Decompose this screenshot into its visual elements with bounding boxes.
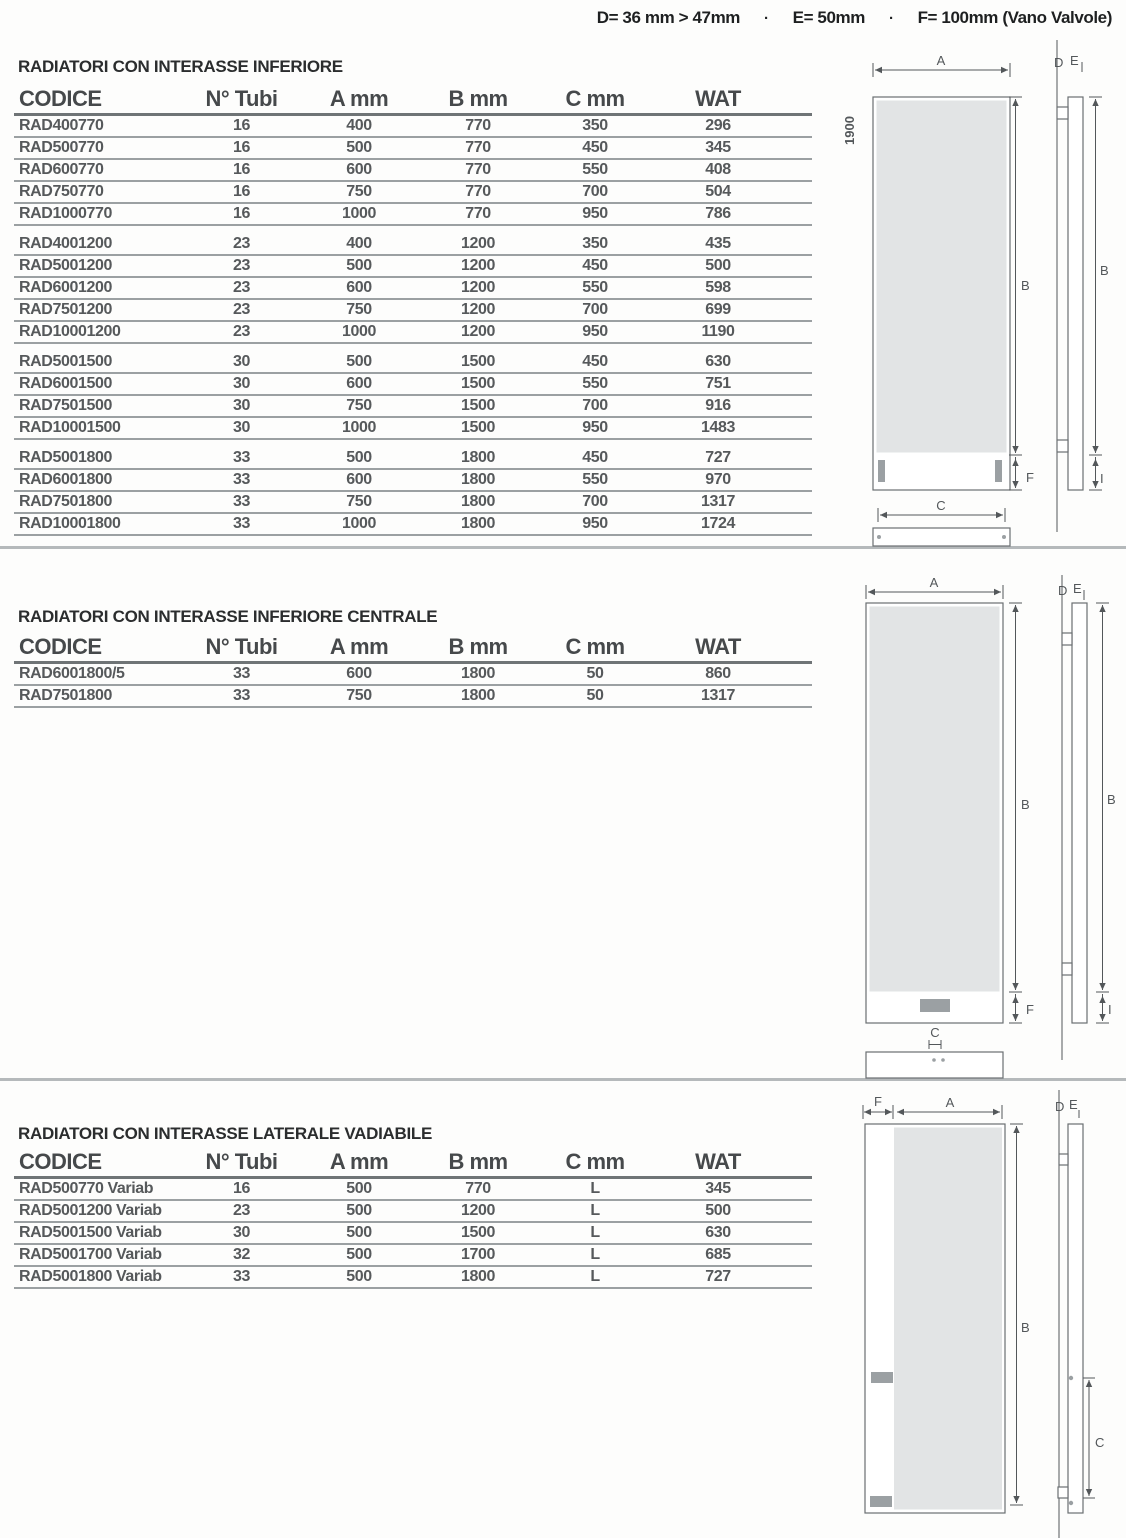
value-cell: 1800 (461, 687, 495, 704)
value-cell: 950 (582, 515, 608, 532)
code-cell: RAD5001800 (19, 449, 112, 466)
table-row (14, 470, 812, 492)
value-cell: 33 (233, 449, 250, 466)
value-cell: L (590, 1224, 600, 1241)
table-row (14, 686, 812, 708)
dim-label-d: D (1058, 583, 1068, 598)
table-row (14, 514, 812, 536)
code-cell: RAD10001800 (19, 515, 121, 532)
column-header: A mm (329, 1149, 389, 1174)
column-header: CODICE (19, 86, 102, 111)
table-row (14, 160, 812, 182)
value-cell: 1200 (461, 323, 495, 340)
value-cell: 1190 (701, 323, 735, 340)
table-row (14, 396, 812, 418)
table-row (14, 116, 812, 138)
column-header: B mm (448, 634, 508, 659)
value-cell: 1200 (461, 257, 495, 274)
wall-bracket-bottom (1062, 963, 1072, 975)
table-header-row (14, 1148, 812, 1179)
value-cell: 400 (346, 117, 372, 134)
value-cell: 33 (233, 687, 250, 704)
section-title-inferiore-centrale: RADIATORI CON INTERASSE INFERIORE CENTRALE (18, 607, 438, 626)
value-cell: 1800 (461, 665, 495, 682)
diagram-interasse-inferiore-centrale (850, 570, 1126, 1080)
value-cell: 550 (582, 161, 608, 178)
value-cell: 50 (586, 687, 604, 704)
value-cell: 16 (233, 161, 250, 178)
table-row (14, 322, 812, 344)
dimensions-note (597, 8, 1112, 28)
table-row (14, 182, 812, 204)
table-row (14, 278, 812, 300)
value-cell: 1483 (701, 419, 735, 436)
note-d: D= 36 mm > 47mm (596, 8, 741, 27)
table-row (14, 1245, 812, 1267)
value-cell: 450 (582, 257, 608, 274)
value-cell: L (590, 1180, 600, 1197)
value-cell: 1500 (461, 353, 495, 370)
code-cell: RAD500770 (19, 139, 104, 156)
column-header: B mm (448, 86, 508, 111)
value-cell: 450 (582, 353, 608, 370)
value-cell: 598 (705, 279, 731, 296)
value-cell: 500 (346, 1180, 372, 1197)
value-cell: 727 (705, 1268, 731, 1285)
value-cell: 770 (465, 161, 491, 178)
code-cell: RAD6001200 (19, 279, 112, 296)
value-cell: 350 (582, 117, 608, 134)
value-cell: 950 (582, 205, 608, 222)
dim-label-i: I (1108, 1002, 1112, 1017)
value-cell: 1000 (342, 515, 376, 532)
dim-label-c: C (936, 498, 946, 513)
connection-central (920, 999, 950, 1012)
value-cell: 1800 (461, 493, 495, 510)
bottom-connection-dot (941, 1058, 945, 1062)
value-cell: 345 (705, 139, 731, 156)
dim-label-b: B (1100, 263, 1109, 278)
column-header: N° Tubi (205, 86, 278, 111)
value-cell: 600 (346, 279, 372, 296)
bottom-connection-dot (877, 535, 881, 539)
dim-label-a: A (945, 1095, 955, 1110)
column-header: WAT (695, 634, 741, 659)
value-cell: 916 (705, 397, 731, 414)
value-cell: 500 (346, 139, 372, 156)
value-cell: 500 (346, 449, 372, 466)
radiator-panel (870, 607, 1000, 992)
table-row (14, 300, 812, 322)
code-cell: RAD10001500 (19, 419, 121, 436)
value-cell: 30 (233, 397, 250, 414)
connection-lower (870, 1496, 892, 1507)
value-cell: 500 (346, 1268, 372, 1285)
value-cell: 33 (233, 471, 250, 488)
value-cell: 1500 (461, 375, 495, 392)
value-cell: 700 (582, 493, 608, 510)
table-row (14, 1267, 812, 1289)
table-row (14, 1201, 812, 1223)
connection-left (878, 460, 885, 482)
column-header: CODICE (19, 634, 102, 659)
note-bullet: · (888, 9, 894, 27)
value-cell: 23 (233, 235, 250, 252)
code-cell: RAD500770 Variab (19, 1180, 154, 1197)
value-cell: 23 (233, 1202, 250, 1219)
radiator-bottom-view (873, 528, 1010, 546)
code-cell: RAD5001500 (19, 353, 112, 370)
value-cell: 550 (582, 279, 608, 296)
value-cell: 450 (582, 139, 608, 156)
value-cell: 16 (233, 139, 250, 156)
note-f: F= 100mm (Vano Valvole) (917, 8, 1112, 27)
dim-label-e: E (1069, 1097, 1078, 1112)
code-cell: RAD1000770 (19, 205, 112, 222)
value-cell: 1724 (701, 515, 735, 532)
value-cell: 1200 (461, 235, 495, 252)
value-cell: 1000 (342, 205, 376, 222)
spec-table-inferiore (14, 85, 812, 536)
value-cell: 50 (586, 665, 604, 682)
diagram-interasse-laterale-variabile (850, 1090, 1126, 1538)
value-cell: 1800 (461, 515, 495, 532)
code-cell: RAD750770 (19, 183, 104, 200)
value-cell: 1500 (461, 397, 495, 414)
dim-label-i: I (1100, 471, 1104, 486)
dim-label-c: C (1095, 1435, 1105, 1450)
value-cell: 600 (346, 161, 372, 178)
radiator-bottom-view (866, 1052, 1003, 1078)
dim-label-e: E (1073, 581, 1082, 596)
value-cell: 970 (705, 471, 731, 488)
dim-label-a: A (929, 575, 939, 590)
code-cell: RAD400770 (19, 117, 104, 134)
value-cell: 950 (582, 419, 608, 436)
connection-right (995, 460, 1002, 482)
value-cell: 550 (582, 375, 608, 392)
value-cell: 33 (233, 493, 250, 510)
value-cell: 1700 (461, 1246, 495, 1263)
value-cell: 16 (233, 1180, 250, 1197)
value-cell: 33 (233, 665, 250, 682)
side-connection-dot-upper (1069, 1376, 1073, 1380)
value-cell: 786 (705, 205, 731, 222)
value-cell: 296 (705, 117, 731, 134)
code-cell: RAD6001500 (19, 375, 112, 392)
dim-label-a: A (936, 53, 946, 68)
value-cell: 750 (346, 687, 372, 704)
value-cell: 600 (346, 665, 372, 682)
value-cell: 32 (233, 1246, 250, 1263)
column-header: N° Tubi (205, 634, 278, 659)
dim-label-b: B (1021, 797, 1030, 812)
value-cell: 860 (705, 665, 731, 682)
value-cell: 1000 (342, 419, 376, 436)
code-cell: RAD6001800/5 (19, 665, 125, 682)
value-cell: L (590, 1202, 600, 1219)
table-row (14, 256, 812, 278)
value-cell: 550 (582, 471, 608, 488)
table-header-row (14, 85, 812, 116)
column-header: N° Tubi (205, 1149, 278, 1174)
value-cell: 500 (346, 1202, 372, 1219)
value-cell: 750 (346, 493, 372, 510)
code-cell: RAD7501200 (19, 301, 112, 318)
value-cell: 770 (465, 205, 491, 222)
value-cell: 23 (233, 323, 250, 340)
dim-label-b: B (1021, 278, 1030, 293)
value-cell: 16 (233, 117, 250, 134)
dim-label-b: B (1021, 1320, 1030, 1335)
value-cell: 500 (346, 257, 372, 274)
value-cell: 950 (582, 323, 608, 340)
table-row (14, 374, 812, 396)
value-cell: 770 (465, 117, 491, 134)
connection-upper (871, 1372, 893, 1383)
code-cell: RAD10001200 (19, 323, 121, 340)
value-cell: 1800 (461, 449, 495, 466)
value-cell: 750 (346, 397, 372, 414)
section-title-inferiore: RADIATORI CON INTERASSE INFERIORE (18, 57, 343, 76)
spec-table-laterale-variabile (14, 1148, 812, 1289)
radiator-side-view (1068, 1124, 1083, 1513)
table-row (14, 234, 812, 256)
value-cell: 435 (705, 235, 731, 252)
table-row (14, 664, 812, 686)
value-cell: 30 (233, 419, 250, 436)
value-cell: 600 (346, 375, 372, 392)
value-cell: 700 (582, 397, 608, 414)
radiator-panel (877, 101, 1007, 453)
value-cell: 1800 (461, 1268, 495, 1285)
section-title-laterale-variabile: RADIATORI CON INTERASSE LATERALE VADIABILE (18, 1124, 432, 1143)
code-cell: RAD5001500 Variab (19, 1224, 162, 1241)
note-e: E= 50mm (792, 8, 865, 27)
table-row (14, 1223, 812, 1245)
value-cell: 450 (582, 449, 608, 466)
table-row (14, 418, 812, 440)
value-cell: 1200 (461, 279, 495, 296)
code-cell: RAD6001800 (19, 471, 112, 488)
value-cell: 699 (705, 301, 731, 318)
code-cell: RAD5001700 Variab (19, 1246, 162, 1263)
table-row (14, 1179, 812, 1201)
value-cell: 630 (705, 1224, 731, 1241)
column-header: C mm (565, 634, 625, 659)
value-cell: 700 (582, 301, 608, 318)
value-cell: 30 (233, 353, 250, 370)
wall-bracket-top (1059, 1154, 1068, 1165)
table-row (14, 492, 812, 514)
column-header: C mm (565, 1149, 625, 1174)
value-cell: 1500 (461, 419, 495, 436)
value-cell: 16 (233, 205, 250, 222)
value-cell: 345 (705, 1180, 731, 1197)
value-cell: 685 (705, 1246, 731, 1263)
column-header: C mm (565, 86, 625, 111)
value-cell: 1500 (461, 1224, 495, 1241)
table-row (14, 204, 812, 226)
value-cell: 1800 (461, 471, 495, 488)
value-cell: 33 (233, 515, 250, 532)
code-cell: RAD7501800 (19, 687, 112, 704)
radiator-side-view (1068, 97, 1083, 490)
value-cell: 1200 (461, 1202, 495, 1219)
value-cell: 23 (233, 257, 250, 274)
value-cell: 727 (705, 449, 731, 466)
dim-label-f: F (1026, 470, 1034, 485)
table-row (14, 138, 812, 160)
value-cell: 1000 (342, 323, 376, 340)
value-cell: 500 (346, 1246, 372, 1263)
value-cell: 770 (465, 1180, 491, 1197)
value-cell: 400 (346, 235, 372, 252)
code-cell: RAD5001800 Variab (19, 1268, 162, 1285)
table-row (14, 448, 812, 470)
column-header: A mm (329, 86, 389, 111)
value-cell: 770 (465, 183, 491, 200)
value-cell: 751 (705, 375, 731, 392)
wall-bracket-top (1057, 107, 1068, 119)
column-header: WAT (695, 1149, 741, 1174)
value-cell: 30 (233, 1224, 250, 1241)
value-cell: 23 (233, 279, 250, 296)
value-cell: 600 (346, 471, 372, 488)
value-cell: 500 (705, 257, 731, 274)
spec-table-inferiore-centrale (14, 633, 812, 708)
note-bullet: · (764, 9, 769, 27)
dim-label-b: B (1107, 792, 1116, 807)
value-cell: 504 (705, 183, 731, 200)
value-cell: L (590, 1268, 600, 1285)
total-height-label: 1900 (842, 116, 857, 145)
dim-label-d: D (1055, 1099, 1065, 1114)
side-connection-dot-lower (1069, 1501, 1073, 1505)
code-cell: RAD7501500 (19, 397, 112, 414)
column-header: B mm (448, 1149, 508, 1174)
value-cell: 770 (465, 139, 491, 156)
wall-bracket-top (1062, 633, 1072, 645)
code-cell: RAD4001200 (19, 235, 112, 252)
value-cell: L (590, 1246, 600, 1263)
code-cell: RAD5001200 Variab (19, 1202, 162, 1219)
column-header: CODICE (19, 1149, 102, 1174)
value-cell: 16 (233, 183, 250, 200)
code-cell: RAD5001200 (19, 257, 112, 274)
value-cell: 408 (705, 161, 731, 178)
value-cell: 500 (346, 353, 372, 370)
dim-label-f: F (874, 1094, 882, 1109)
value-cell: 33 (233, 1268, 250, 1285)
table-row (14, 352, 812, 374)
value-cell: 1200 (461, 301, 495, 318)
wall-bracket-bottom (1057, 440, 1068, 452)
dim-label-e: E (1070, 53, 1079, 68)
code-cell: RAD600770 (19, 161, 104, 178)
dim-label-c: C (930, 1025, 940, 1040)
value-cell: 30 (233, 375, 250, 392)
value-cell: 1317 (701, 493, 735, 510)
code-cell: RAD7501800 (19, 493, 112, 510)
value-cell: 23 (233, 301, 250, 318)
value-cell: 700 (582, 183, 608, 200)
bottom-connection-dot (932, 1058, 936, 1062)
dim-label-d: D (1054, 55, 1064, 70)
dim-label-f: F (1026, 1002, 1034, 1017)
value-cell: 750 (346, 183, 372, 200)
radiator-panel (894, 1128, 1002, 1510)
value-cell: 630 (705, 353, 731, 370)
column-header: A mm (329, 634, 389, 659)
wall-bracket-bottom (1058, 1487, 1068, 1498)
value-cell: 750 (346, 301, 372, 318)
value-cell: 350 (582, 235, 608, 252)
table-header-row (14, 633, 812, 664)
value-cell: 500 (705, 1202, 731, 1219)
value-cell: 500 (346, 1224, 372, 1241)
bottom-connection-dot (1002, 535, 1006, 539)
diagram-interasse-inferiore (830, 40, 1126, 560)
column-header: WAT (695, 86, 741, 111)
radiator-side-view (1072, 603, 1087, 1023)
value-cell: 1317 (701, 687, 735, 704)
